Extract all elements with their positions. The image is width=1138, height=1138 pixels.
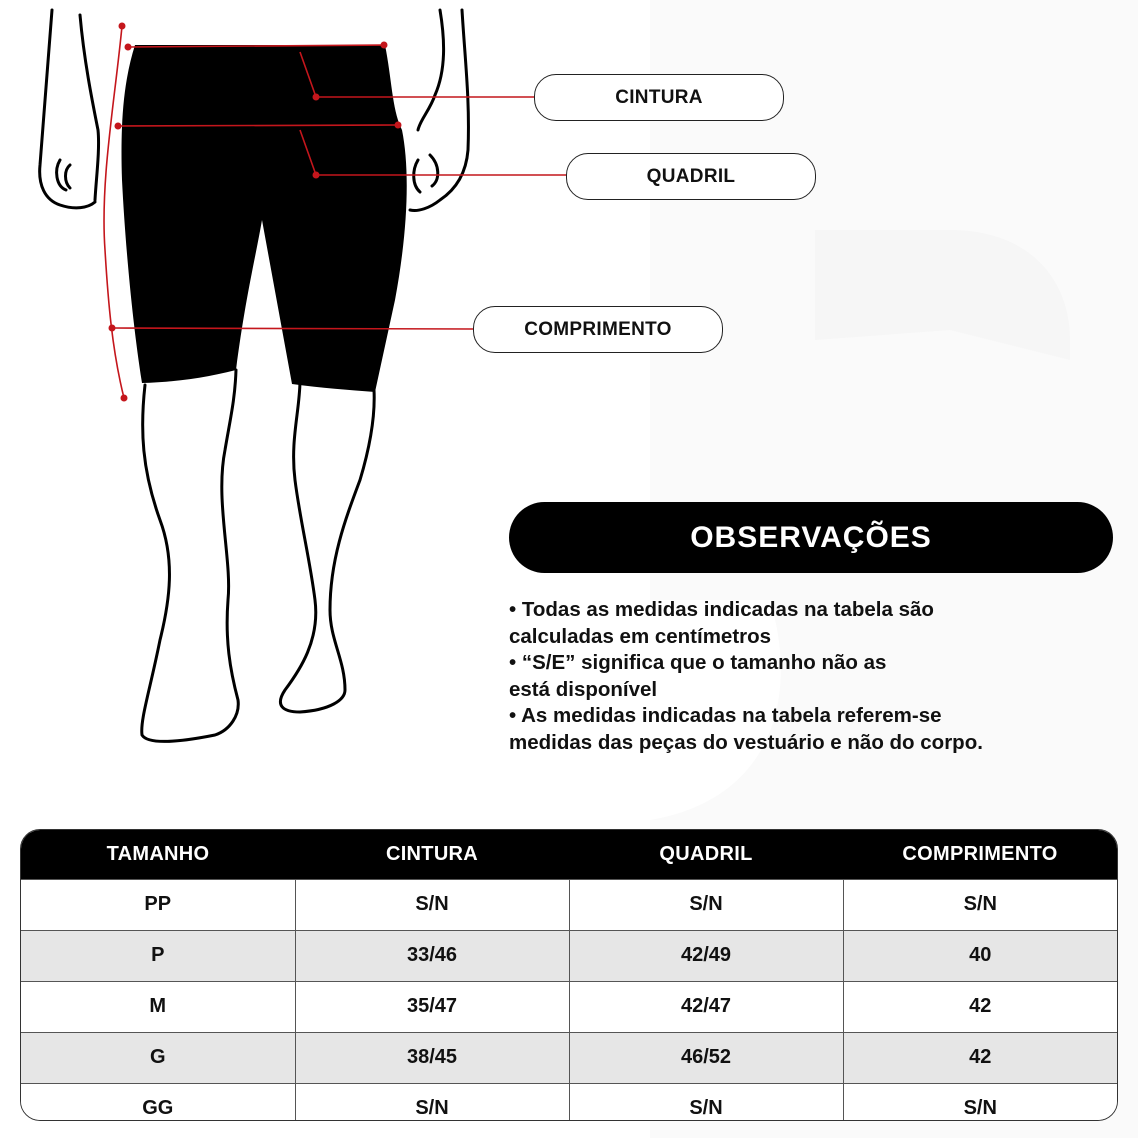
observacoes-list	[509, 597, 1109, 756]
table-row	[21, 879, 1117, 930]
header-comprimento: COMPRIMENTO	[902, 842, 1058, 865]
observacoes-line: • As medidas indicadas na tabela referem-se	[509, 704, 942, 727]
cell-quadril: 42/49	[569, 930, 843, 981]
table-row	[21, 1083, 1117, 1121]
table-row	[21, 1032, 1117, 1083]
table-row	[21, 930, 1117, 981]
cell-comprimento: S/N	[843, 879, 1117, 930]
observacoes-line: está disponível	[509, 677, 658, 701]
cell-tamanho: G	[21, 1032, 295, 1083]
quadril-label: QUADRIL	[566, 153, 816, 200]
cell-quadril: 46/52	[569, 1032, 843, 1083]
cell-cintura: 33/46	[295, 930, 569, 981]
observacoes-title: OBSERVAÇÕES	[509, 502, 1113, 573]
cell-tamanho: P	[21, 930, 295, 981]
cell-cintura: S/N	[295, 879, 569, 930]
cell-quadril: 42/47	[569, 981, 843, 1032]
cell-tamanho: M	[21, 981, 295, 1032]
cell-tamanho: PP	[21, 879, 295, 930]
comprimento-label: COMPRIMENTO	[473, 306, 723, 353]
table-row	[21, 981, 1117, 1032]
header-quadril: QUADRIL	[659, 842, 753, 865]
cell-tamanho: GG	[21, 1083, 295, 1121]
size-table	[20, 829, 1118, 1121]
cell-cintura: 35/47	[295, 981, 569, 1032]
cell-cintura: S/N	[295, 1083, 569, 1121]
header-cintura: CINTURA	[385, 842, 479, 865]
cell-comprimento: S/N	[843, 1083, 1117, 1121]
cell-comprimento: 42	[843, 981, 1117, 1032]
observacoes-line: calculadas em centímetros	[509, 624, 772, 648]
observacoes-line: medidas das peças do vestuário e não do corpo.	[509, 730, 983, 754]
observacoes-line: • Todas as medidas indicadas na tabela são	[509, 598, 934, 621]
observacoes-line: • “S/E” significa que o tamanho não as	[509, 651, 887, 674]
cell-quadril: S/N	[569, 879, 843, 930]
header-tamanho: TAMANHO	[106, 842, 210, 865]
table-header-row	[21, 830, 1117, 879]
cintura-label: CINTURA	[534, 74, 784, 121]
cell-cintura: 38/45	[295, 1032, 569, 1083]
cell-comprimento: 40	[843, 930, 1117, 981]
cell-quadril: S/N	[569, 1083, 843, 1121]
cell-comprimento: 42	[843, 1032, 1117, 1083]
